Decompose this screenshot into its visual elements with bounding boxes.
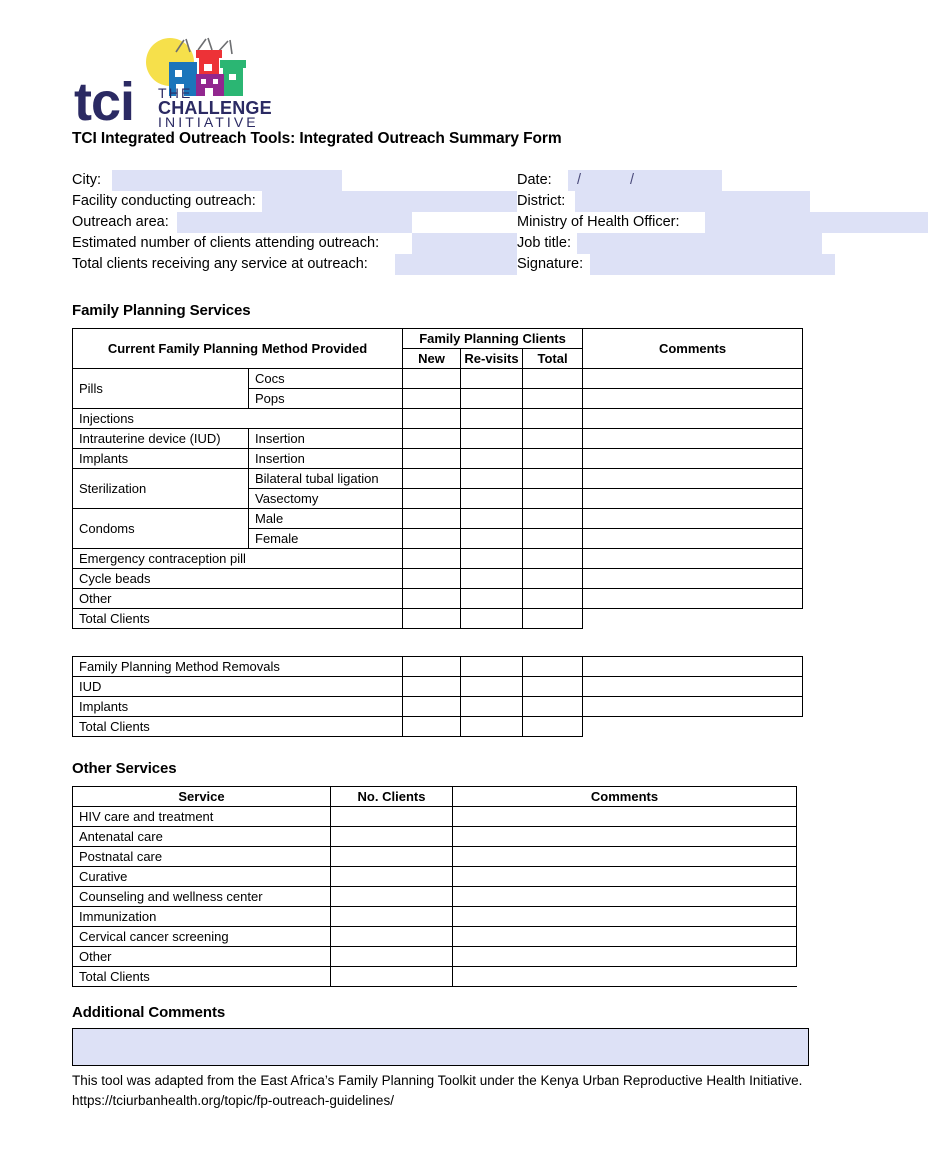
cell-removals-header-comments (583, 657, 803, 677)
cell-removals-total-new[interactable] (403, 717, 461, 737)
additional-comments-input[interactable] (72, 1028, 809, 1066)
cell-ecp-comments[interactable] (583, 549, 803, 569)
section-heading-family-planning: Family Planning Services (72, 302, 251, 319)
row-service-cervical: Cervical cancer screening (73, 927, 331, 947)
cell-total-comments-empty (583, 609, 803, 629)
table-row (73, 807, 797, 827)
field-estimated-clients-input[interactable] (412, 233, 517, 254)
header-no-clients: No. Clients (331, 787, 453, 807)
row-os-total-label: Total Clients (73, 967, 331, 987)
svg-text:tci: tci (74, 72, 135, 128)
table-row (73, 469, 803, 489)
field-district-input[interactable] (575, 191, 810, 212)
table-row (73, 449, 803, 469)
cell-os-other-no-clients[interactable] (331, 947, 453, 967)
row-sub-cocs: Cocs (249, 369, 403, 389)
cell-ecp-total[interactable] (523, 549, 583, 569)
cell-condom-male-new[interactable] (403, 509, 461, 529)
field-job-title-input[interactable] (577, 233, 822, 254)
header-clients-group: Family Planning Clients (403, 329, 583, 349)
row-sub-vasectomy: Vasectomy (249, 489, 403, 509)
field-estimated-clients-label: Estimated number of clients attending outreach: (72, 233, 381, 254)
cell-other-comments[interactable] (583, 589, 803, 609)
cell-other-total[interactable] (523, 589, 583, 609)
cell-postnatal-comments[interactable] (453, 847, 797, 867)
cell-removal-iud-total[interactable] (523, 677, 583, 697)
header-method: Current Family Planning Method Provided (73, 329, 403, 369)
field-outreach-area-label: Outreach area: (72, 212, 171, 233)
field-moh-officer-label: Ministry of Health Officer: (517, 212, 682, 233)
field-total-clients-served-input[interactable] (395, 254, 517, 275)
row-removal-implants: Implants (73, 697, 403, 717)
cell-iud-new[interactable] (403, 429, 461, 449)
cell-btl-new[interactable] (403, 469, 461, 489)
table-total-row (73, 609, 803, 629)
svg-text:INITIATIVE: INITIATIVE (158, 114, 259, 128)
table-row (73, 409, 803, 429)
cell-os-total-no-clients[interactable] (331, 967, 453, 987)
row-service-other: Other (73, 947, 331, 967)
cell-removal-iud-revisits[interactable] (461, 677, 523, 697)
field-date-input[interactable] (568, 170, 722, 191)
date-separator-1: / (577, 172, 582, 188)
cell-pills-cocs-new[interactable] (403, 369, 461, 389)
table-row (73, 887, 797, 907)
table-row (73, 549, 803, 569)
table-row (73, 907, 797, 927)
cell-vasectomy-new[interactable] (403, 489, 461, 509)
header-service: Service (73, 787, 331, 807)
table-header-row (73, 787, 797, 807)
table-total-row (73, 717, 803, 737)
table-row (73, 589, 803, 609)
row-sub-btl: Bilateral tubal ligation (249, 469, 403, 489)
cell-hiv-comments[interactable] (453, 807, 797, 827)
cell-cycle-beads-comments[interactable] (583, 569, 803, 589)
tci-challenge-initiative-logo (72, 36, 332, 128)
row-method-ecp: Emergency contraception pill (73, 549, 403, 569)
cell-cycle-beads-total[interactable] (523, 569, 583, 589)
header-total: Total (523, 349, 583, 369)
cell-removals-total-total[interactable] (523, 717, 583, 737)
field-job-title-label: Job title: (517, 233, 573, 254)
cell-pills-pops-new[interactable] (403, 389, 461, 409)
cell-immunization-comments[interactable] (453, 907, 797, 927)
row-method-sterilization: Sterilization (73, 469, 249, 509)
cell-vasectomy-revisits[interactable] (461, 489, 523, 509)
cell-os-other-comments[interactable] (453, 947, 797, 967)
table-row (73, 867, 797, 887)
cell-other-revisits[interactable] (461, 589, 523, 609)
cell-cervical-comments[interactable] (453, 927, 797, 947)
cell-counseling-comments[interactable] (453, 887, 797, 907)
table-row (73, 827, 797, 847)
cell-iud-comments[interactable] (583, 429, 803, 449)
cell-removals-header-total[interactable] (523, 657, 583, 677)
header-comments: Comments (583, 329, 803, 369)
cell-removal-implants-comments[interactable] (583, 697, 803, 717)
cell-condom-female-comments[interactable] (583, 529, 803, 549)
row-method-iud: Intrauterine device (IUD) (73, 429, 249, 449)
cell-removal-iud-comments[interactable] (583, 677, 803, 697)
header-os-comments: Comments (453, 787, 797, 807)
cell-implants-revisits[interactable] (461, 449, 523, 469)
cell-cycle-beads-revisits[interactable] (461, 569, 523, 589)
row-service-curative: Curative (73, 867, 331, 887)
svg-text:THE: THE (158, 85, 193, 101)
section-heading-additional-comments: Additional Comments (72, 1004, 226, 1021)
row-method-other: Other (73, 589, 403, 609)
family-planning-table (72, 328, 803, 629)
footer-url[interactable]: https://tciurbanhealth.org/topic/fp-outreach-guidelines/ (72, 1093, 394, 1108)
cell-condom-female-revisits[interactable] (461, 529, 523, 549)
row-sub-condom-male: Male (249, 509, 403, 529)
table-row (73, 847, 797, 867)
cell-other-new[interactable] (403, 589, 461, 609)
cell-cycle-beads-new[interactable] (403, 569, 461, 589)
field-facility-input[interactable] (262, 191, 517, 212)
cell-antenatal-comments[interactable] (453, 827, 797, 847)
cell-condom-male-revisits[interactable] (461, 509, 523, 529)
cell-implants-total[interactable] (523, 449, 583, 469)
row-service-antenatal: Antenatal care (73, 827, 331, 847)
table-header-row (73, 329, 803, 349)
cell-injections-total[interactable] (523, 409, 583, 429)
date-separator-2: / (630, 172, 635, 188)
field-date-label: Date: (517, 170, 554, 191)
row-method-injections: Injections (73, 409, 403, 429)
form-meta-fields (0, 170, 928, 285)
cell-implants-new[interactable] (403, 449, 461, 469)
cell-pills-cocs-comments[interactable] (583, 369, 803, 389)
row-method-cycle-beads: Cycle beads (73, 569, 403, 589)
cell-vasectomy-comments[interactable] (583, 489, 803, 509)
field-city-input[interactable] (112, 170, 342, 191)
cell-ecp-new[interactable] (403, 549, 461, 569)
cell-removal-iud-new[interactable] (403, 677, 461, 697)
cell-removals-total-revisits[interactable] (461, 717, 523, 737)
field-moh-officer-input[interactable] (705, 212, 928, 233)
cell-injections-revisits[interactable] (461, 409, 523, 429)
cell-injections-comments[interactable] (583, 409, 803, 429)
cell-removal-implants-new[interactable] (403, 697, 461, 717)
cell-immunization-no-clients[interactable] (331, 907, 453, 927)
table-row (73, 697, 803, 717)
row-service-hiv: HIV care and treatment (73, 807, 331, 827)
cell-curative-comments[interactable] (453, 867, 797, 887)
cell-curative-no-clients[interactable] (331, 867, 453, 887)
section-heading-other-services: Other Services (72, 760, 177, 777)
cell-condom-female-total[interactable] (523, 529, 583, 549)
header-new: New (403, 349, 461, 369)
row-method-implants: Implants (73, 449, 249, 469)
field-facility-label: Facility conducting outreach: (72, 191, 258, 212)
cell-pills-cocs-total[interactable] (523, 369, 583, 389)
table-row (73, 369, 803, 389)
cell-total-revisits[interactable] (461, 609, 523, 629)
field-city-label: City: (72, 170, 103, 191)
row-sub-iud-insertion: Insertion (249, 429, 403, 449)
field-signature-label: Signature: (517, 254, 585, 275)
fp-method-removals-table (72, 656, 803, 737)
row-method-condoms: Condoms (73, 509, 249, 549)
table-row (73, 509, 803, 529)
row-removal-iud: IUD (73, 677, 403, 697)
cell-pills-pops-comments[interactable] (583, 389, 803, 409)
cell-postnatal-no-clients[interactable] (331, 847, 453, 867)
cell-removals-total-comments-empty (583, 717, 803, 737)
cell-implants-comments[interactable] (583, 449, 803, 469)
cell-injections-new[interactable] (403, 409, 461, 429)
cell-total-total[interactable] (523, 609, 583, 629)
table-row (73, 429, 803, 449)
table-row (73, 677, 803, 697)
row-sub-condom-female: Female (249, 529, 403, 549)
field-total-clients-served-label: Total clients receiving any service at outreach: (72, 254, 370, 275)
cell-ecp-revisits[interactable] (461, 549, 523, 569)
row-method-pills: Pills (73, 369, 249, 409)
cell-btl-comments[interactable] (583, 469, 803, 489)
cell-pills-pops-total[interactable] (523, 389, 583, 409)
cell-total-new[interactable] (403, 609, 461, 629)
header-removals: Family Planning Method Removals (73, 657, 403, 677)
svg-text:CHALLENGE: CHALLENGE (158, 98, 272, 118)
cell-cervical-no-clients[interactable] (331, 927, 453, 947)
cell-condom-male-total[interactable] (523, 509, 583, 529)
page-title: TCI Integrated Outreach Tools: Integrated Outreach Summary Form (72, 130, 562, 147)
table-row (73, 947, 797, 967)
cell-iud-revisits[interactable] (461, 429, 523, 449)
field-signature-input[interactable] (590, 254, 835, 275)
header-revisits: Re-visits (461, 349, 523, 369)
table-total-row (73, 967, 797, 987)
cell-btl-total[interactable] (523, 469, 583, 489)
cell-pills-pops-revisits[interactable] (461, 389, 523, 409)
table-row (73, 927, 797, 947)
logo-icon (72, 36, 332, 128)
row-sub-implants-insertion: Insertion (249, 449, 403, 469)
table-row (73, 569, 803, 589)
cell-removals-header-revisits[interactable] (461, 657, 523, 677)
other-services-table (72, 786, 797, 987)
cell-iud-total[interactable] (523, 429, 583, 449)
footer-attribution: This tool was adapted from the East Africa’s Family Planning Toolkit under the Kenya Urban Reproductive Health Initiative. (72, 1073, 803, 1088)
cell-antenatal-no-clients[interactable] (331, 827, 453, 847)
cell-vasectomy-total[interactable] (523, 489, 583, 509)
cell-removal-implants-total[interactable] (523, 697, 583, 717)
row-service-immunization: Immunization (73, 907, 331, 927)
cell-hiv-no-clients[interactable] (331, 807, 453, 827)
cell-btl-revisits[interactable] (461, 469, 523, 489)
field-outreach-area-input[interactable] (177, 212, 412, 233)
row-sub-pops: Pops (249, 389, 403, 409)
cell-condom-male-comments[interactable] (583, 509, 803, 529)
cell-os-total-comments[interactable] (453, 967, 797, 987)
cell-removals-header-new[interactable] (403, 657, 461, 677)
row-total-clients-label: Total Clients (73, 609, 403, 629)
row-service-counseling: Counseling and wellness center (73, 887, 331, 907)
row-service-postnatal: Postnatal care (73, 847, 331, 867)
field-district-label: District: (517, 191, 567, 212)
cell-pills-cocs-revisits[interactable] (461, 369, 523, 389)
row-removals-total-label: Total Clients (73, 717, 403, 737)
table-header-row (73, 657, 803, 677)
cell-removal-implants-revisits[interactable] (461, 697, 523, 717)
cell-condom-female-new[interactable] (403, 529, 461, 549)
cell-counseling-no-clients[interactable] (331, 887, 453, 907)
